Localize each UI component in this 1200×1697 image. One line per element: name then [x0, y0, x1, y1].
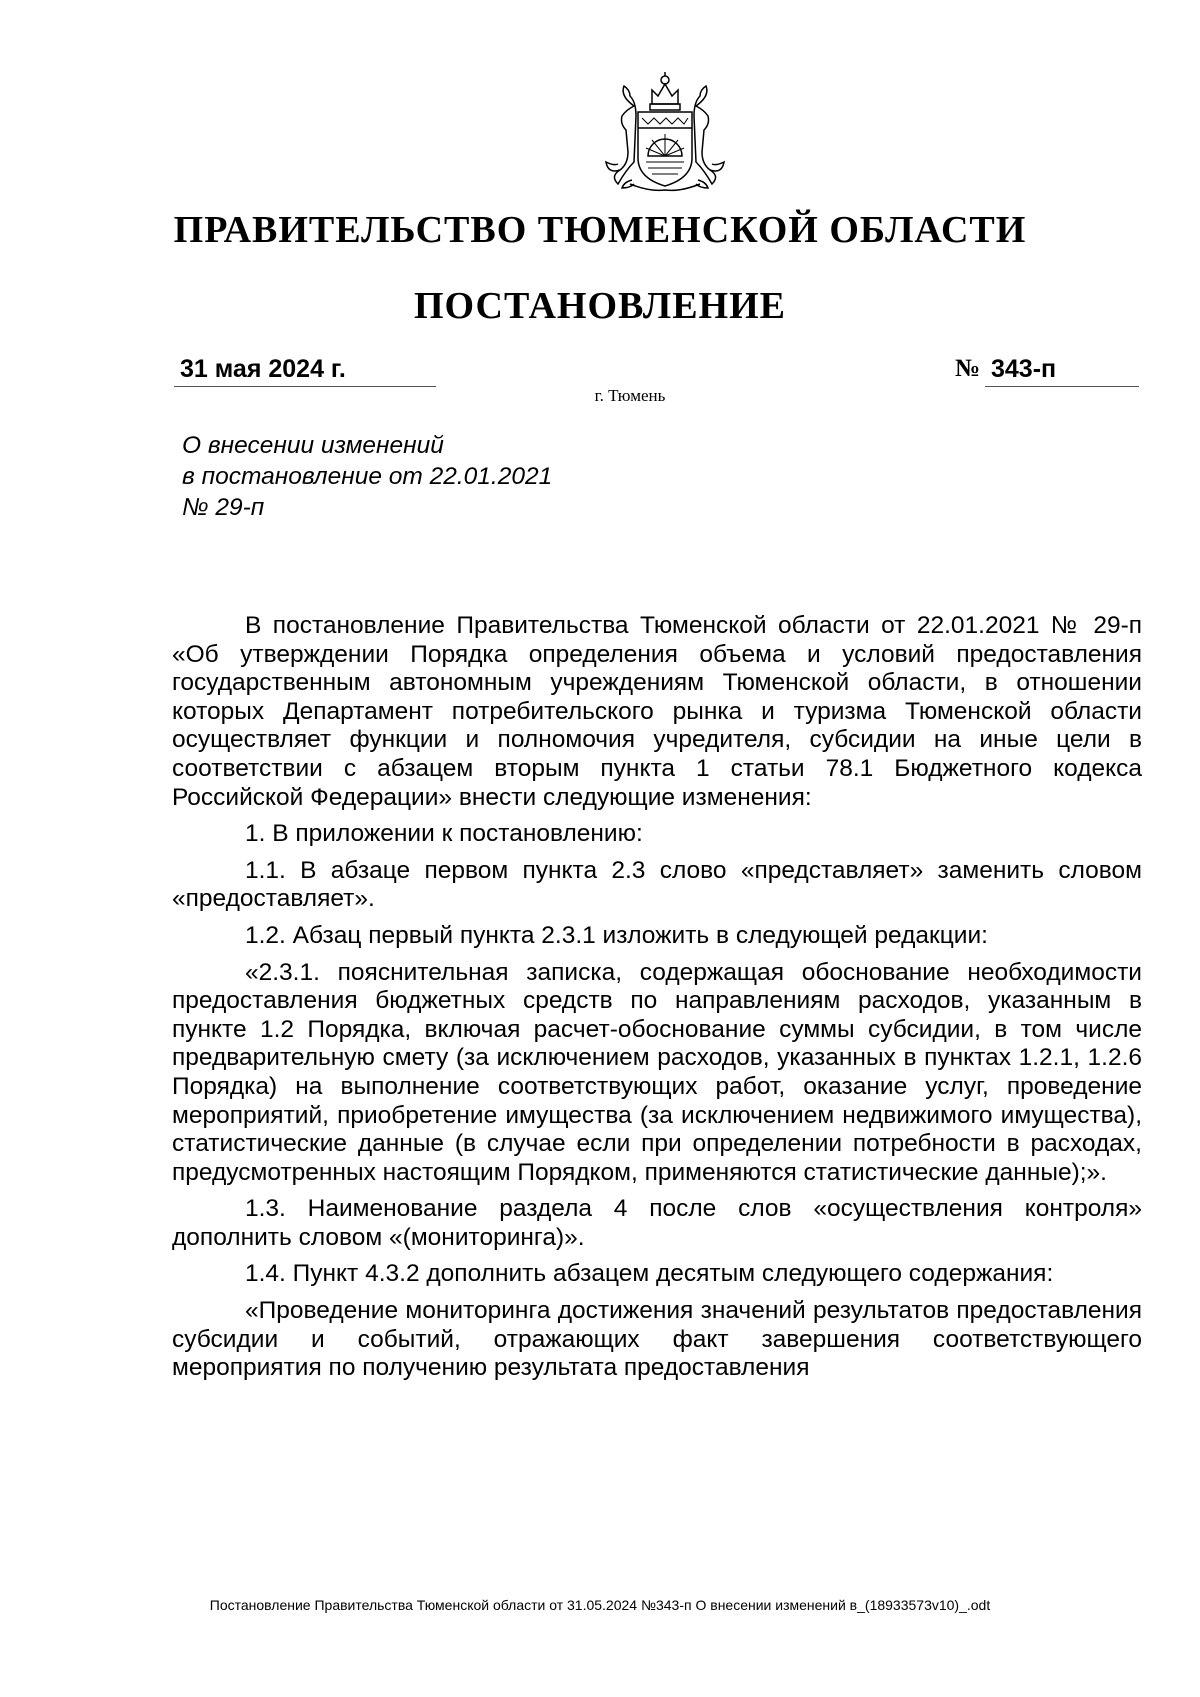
document-body	[172, 612, 1142, 1391]
body-paragraph: 1.4. Пункт 4.3.2 дополнить абзацем десятым следующего содержания:	[245, 1260, 1054, 1288]
government-title: ПРАВИТЕЛЬСТВО ТЮМЕНСКОЙ ОБЛАСТИ	[173, 209, 1027, 251]
body-paragraph: «2.3.1. пояснительная записка, содержащая обоснование необходимости предоставления бюджетных средств по направлениям расходов, указанным в пункте 1.2 Порядка, включая расчет-обоснование суммы субсидии, в том числе предварительную смету (за исключением расходов, указанных в пунктах 1.2.1, 1.2.6 Порядка) на выполнение соответствующих работ, оказание услуг, проведение мероприятий, приобретение имущества (за исключением недвижимого имущества), статистические данные (в случае если при определении потребности в расходах, предусмотренных настоящим Порядком, применяются статистические данные);».	[172, 958, 1142, 1186]
body-paragraph: 1.2. Абзац первый пункта 2.3.1 изложить в следующей редакции:	[245, 921, 988, 949]
subject-line: в постановление от 22.01.2021	[182, 463, 553, 490]
document-type-title: ПОСТАНОВЛЕНИЕ	[413, 285, 787, 327]
body-paragraph: 1.1. В абзаце первом пункта 2.3 слово «представляет» заменить словом «предоставляет».	[172, 856, 1142, 913]
subject-line: О внесении изменений	[182, 432, 444, 459]
document-city: г. Тюмень	[594, 386, 666, 405]
body-paragraph: «Проведение мониторинга достижения значений результатов предоставления субсидии и событий, отражающих факт завершения соответствующего мероприятия по получению результата предоставления	[172, 1297, 1142, 1382]
body-paragraph: 1.3. Наименование раздела 4 после слов «осуществления контроля» дополнить словом «(мониторинга)».	[172, 1195, 1142, 1251]
document-number: 343-п	[985, 355, 1139, 387]
document-date: 31 мая 2024 г.	[174, 355, 436, 387]
number-sign: №	[955, 355, 981, 382]
body-paragraph: В постановление Правительства Тюменской области от 22.01.2021 № 29-п «Об утверждении Порядка определения объема и условий предоставления государственным автономным учреждениям Тюменской области, в отношении которых Департамент потребительского рынка и туризма Тюменской области осуществляет функции и полномочия учредителя, субсидии на иные цели в соответствии с абзацем вторым пункта 1 статьи 78.1 Бюджетного кодекса Российской Федерации» внести следующие изменения:	[172, 612, 1142, 811]
body-paragraph: 1. В приложении к постановлению:	[245, 820, 643, 848]
document-subject	[182, 430, 552, 523]
subject-line: № 29-п	[182, 494, 265, 521]
coat-of-arms-icon	[590, 66, 740, 196]
page-footer: Постановление Правительства Тюменской области от 31.05.2024 №343-п О внесении изменений в_(18933573v10)_.odt	[209, 1597, 991, 1613]
